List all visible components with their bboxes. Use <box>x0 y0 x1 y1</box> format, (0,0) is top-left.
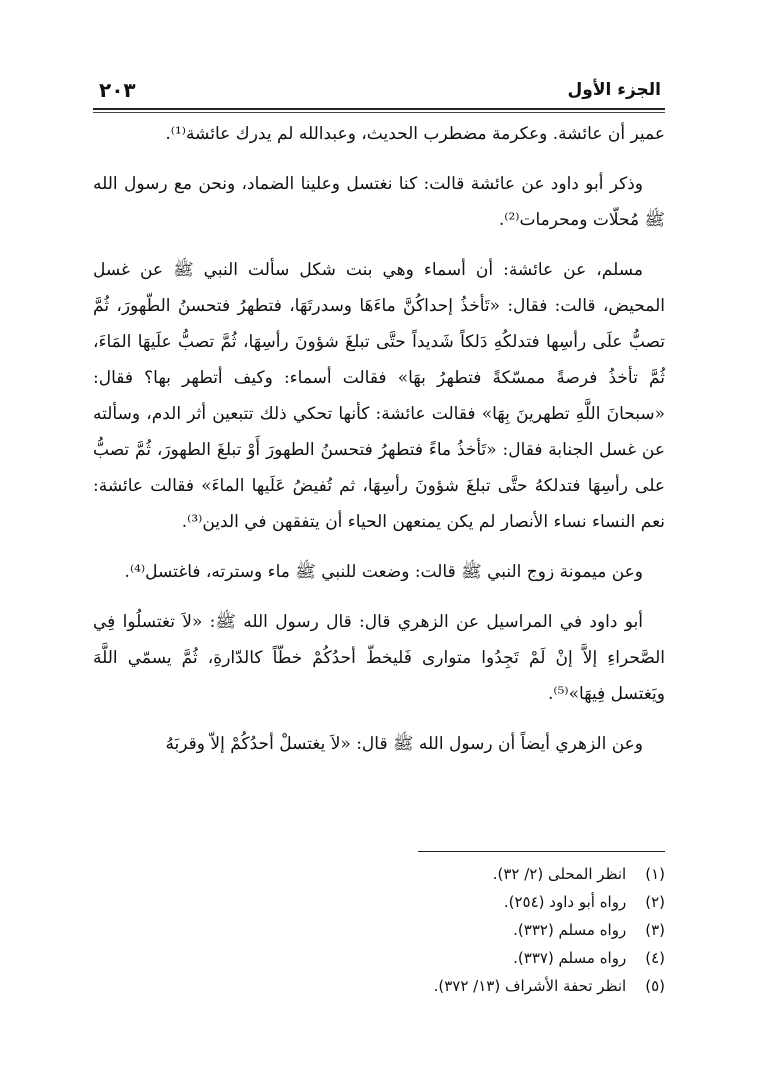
page-header <box>93 78 665 108</box>
footnote-item <box>93 944 665 972</box>
footnote-number: (٣) <box>645 921 665 939</box>
footnote-text: انظر تحفة الأشراف (١٣/ ٣٧٢). <box>433 977 627 995</box>
footnote-number: (٤) <box>645 949 665 967</box>
footnote-number: (١) <box>645 865 665 883</box>
footnote-text: رواه مسلم (٣٣٢). <box>513 921 627 939</box>
paragraph: أبو داود في المراسيل عن الزهري قال: قال رسول الله ﷺ: «لاَ تغتسلُوا فِي الصَّحراءِ إلاَّ إنْ لَمْ تَجِدُوا متوارى فَليخطّ أحدُكُمْ خطّاً كالدّارةِ، ثُمَّ يسمّي اللَّهَ ويَغتسل فِيهَا»⁽⁵⁾. <box>93 612 665 704</box>
footnotes <box>93 860 665 1000</box>
footnote-number: (٥) <box>645 977 665 995</box>
paragraph: عمير أن عائشة. وعكرمة مضطرب الحديث، وعبدالله لم يدرك عائشة⁽¹⁾. <box>165 124 665 144</box>
header-rule-thin <box>93 112 665 113</box>
page-number: ٢٠٣ <box>99 78 136 102</box>
footnote-separator <box>418 851 665 852</box>
footnote-number: (٢) <box>645 893 665 911</box>
footnote-text: انظر المحلى (٢/ ٣٢). <box>492 865 627 883</box>
footnote-item <box>93 888 665 916</box>
running-title: الجزء الأول <box>567 80 661 100</box>
paragraph: وعن ميمونة زوج النبي ﷺ قالت: وضعت للنبي ﷺ ماء وسترته، فاغتسل⁽⁴⁾. <box>124 562 643 582</box>
paragraph: مسلم، عن عائشة: أن أسماء وهي بنت شكل سألت النبي ﷺ عن غسل المحيض، قالت: فقال: «تَأخذُ إحداكُنَّ ماءَهَا وسدرتَهَا، فتطهرُ فتحسنُ الطّهورَ، ثُمَّ تصبُّ علَى رأسِها فتدلكُهِ دَلكاً شَديداً حتَّى تبلغَ شؤونَ رأسِهَا، ثُمَّ تصبُّ علَيهَا المَاءَ، ثُمَّ تأخذُ فرصةً ممسّكةً فتطهرُ بهَا» فقالت أسماء: وكيف أتطهر بها؟ فقال: «سبحانَ اللَّهِ تطهرينَ بِهَا» فقالت عائشة: كأنها تحكي ذلك تتبعين أثر الدم، وسألته عن غسل الجنابة فقال: «تَأخذُ ماءً فتطهرُ فتحسنُ الطهورَ أَوْ تبلغَ الطهورَ، ثُمَّ تصبُّ على رأسِهَا فتدلكهُ حتَّى تبلغَ شؤونَ رأسِهَا، ثم تُفيضُ عَلَيها الماءَ» فقالت عائشة: نعم النساء نساء الأنصار لم يكن يمنعهن الحياء أن يتفقهن في الدين⁽³⁾. <box>93 260 665 532</box>
footnote-text: رواه مسلم (٣٣٧). <box>513 949 627 967</box>
header-rule <box>93 108 665 110</box>
footnote-item <box>93 916 665 944</box>
main-text <box>93 116 665 776</box>
paragraph: وعن الزهري أيضاً أن رسول الله ﷺ قال: «لاَ يغتسلْ أحدُكُمْ إلاّ وقربَهُ <box>165 734 643 754</box>
paragraph: وذكر أبو داود عن عائشة قالت: كنا نغتسل وعلينا الضماد، ونحن مع رسول الله ﷺ مُحلّات ومحرمات⁽²⁾. <box>93 174 665 230</box>
footnote-item <box>93 972 665 1000</box>
footnote-text: رواه أبو داود (٢٥٤). <box>503 893 627 911</box>
footnote-item <box>93 860 665 888</box>
